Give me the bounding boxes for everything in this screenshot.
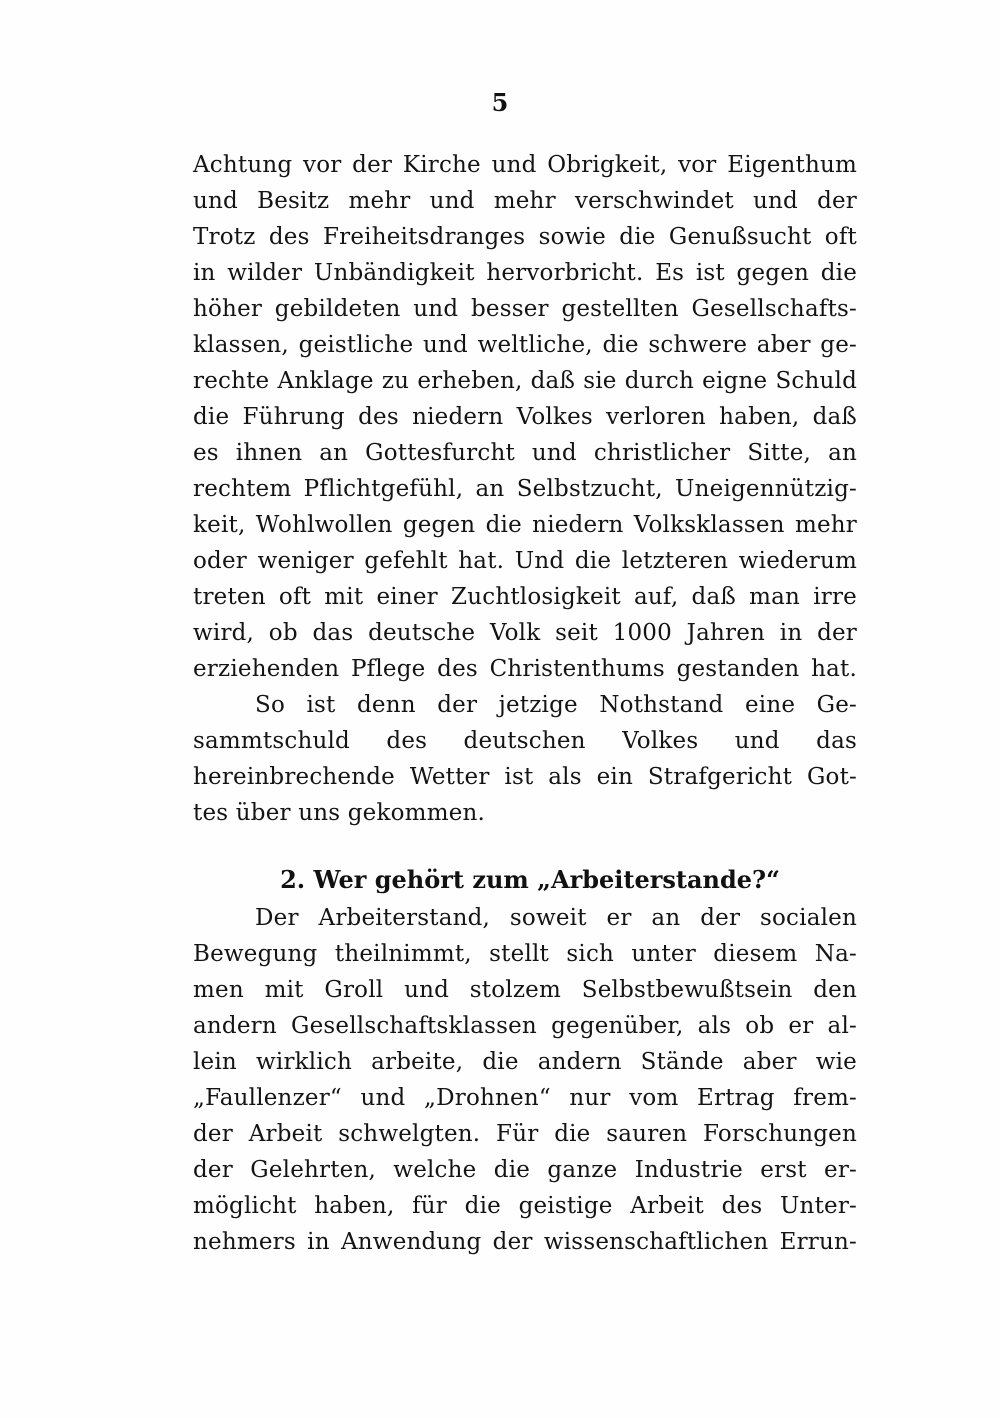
text-line: So ist denn der jetzige Nothstand eine Ge-	[255, 692, 857, 718]
text-line: klassen, geistliche und weltliche, die schwere aber ge-	[193, 332, 857, 358]
text-line: lein wirklich arbeite, die andern Stände aber wie	[193, 1049, 857, 1075]
text-line: oder weniger gefehlt hat. Und die letzteren wiederum	[193, 548, 857, 574]
text-line: rechte Anklage zu erheben, daß sie durch eigne Schuld	[193, 368, 857, 394]
text-line: rechtem Pflichtgefühl, an Selbstzucht, Uneigennützig-	[193, 476, 857, 502]
text-line: „Faullenzer“ und „Drohnen“ nur vom Ertrag frem-	[193, 1085, 857, 1111]
text-line: der Gelehrten, welche die ganze Industrie erst er-	[193, 1157, 857, 1183]
text-line: andern Gesellschaftsklassen gegenüber, als ob er al-	[193, 1013, 857, 1039]
text-line: Der Arbeiterstand, soweit er an der socialen	[255, 905, 857, 931]
text-line: es ihnen an Gottesfurcht und christlicher Sitte, an	[193, 440, 857, 466]
text-line: und Besitz mehr und mehr verschwindet und der	[193, 188, 857, 214]
body-text-lower	[193, 900, 857, 1260]
text-line: Bewegung theilnimmt, stellt sich unter diesem Na-	[193, 941, 857, 967]
text-line: keit, Wohlwollen gegen die niedern Volksklassen mehr	[193, 512, 857, 538]
text-line: in wilder Unbändigkeit hervorbricht. Es ist gegen die	[193, 260, 857, 286]
text-line: die Führung des niedern Volkes verloren haben, daß	[193, 404, 857, 430]
text-line: hereinbrechende Wetter ist als ein Strafgericht Got-	[193, 764, 857, 790]
text-line: höher gebildeten und besser gestellten Gesellschafts-	[193, 296, 857, 322]
text-line: Achtung vor der Kirche und Obrigkeit, vor Eigenthum	[193, 152, 857, 178]
text-line: nehmers in Anwendung der wissenschaftlichen Errun-	[193, 1229, 857, 1255]
text-line: erziehenden Pflege des Christenthums gestanden hat.	[193, 656, 857, 682]
page-number: 5	[491, 88, 509, 117]
text-line: sammtschuld des deutschen Volkes und das	[193, 728, 857, 754]
text-line: möglicht haben, für die geistige Arbeit des Unter-	[193, 1193, 857, 1219]
body-text-upper	[193, 147, 857, 831]
text-line: Trotz des Freiheitsdranges sowie die Genußsucht oft	[193, 224, 857, 250]
text-line: tes über uns gekommen.	[193, 800, 486, 826]
text-line: wird, ob das deutsche Volk seit 1000 Jahren in der	[193, 620, 857, 646]
section-heading: 2. Wer gehört zum „Arbeiterstande?“	[280, 865, 780, 894]
text-line: der Arbeit schwelgten. Für die sauren Forschungen	[193, 1121, 857, 1147]
text-line: treten oft mit einer Zuchtlosigkeit auf, daß man irre	[193, 584, 857, 610]
text-line: men mit Groll und stolzem Selbstbewußtsein den	[193, 977, 857, 1003]
